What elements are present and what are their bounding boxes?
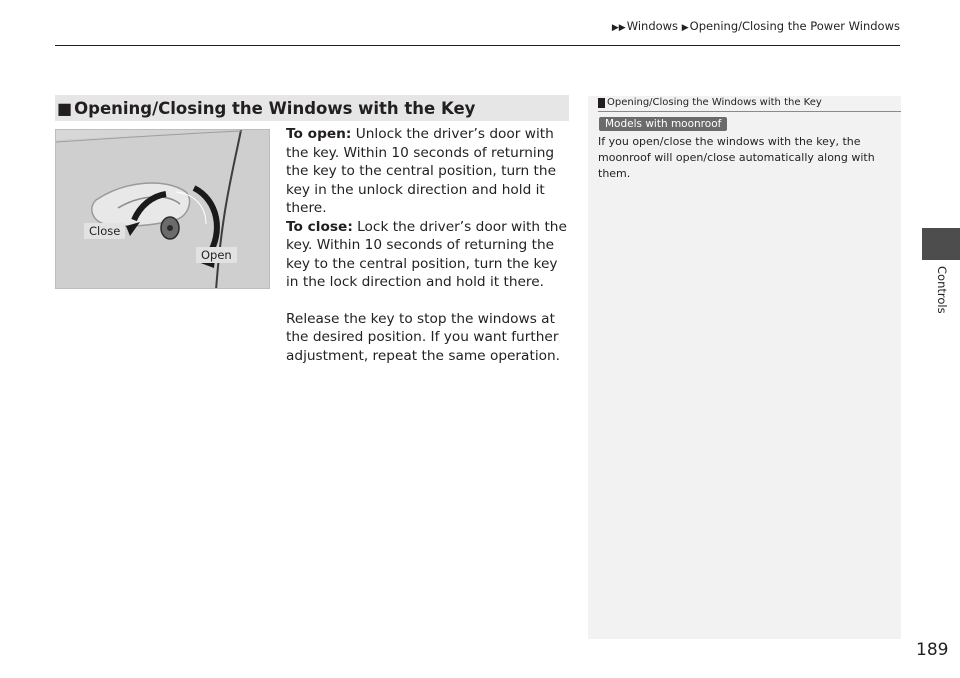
header-divider bbox=[55, 45, 900, 46]
model-badge: Models with moonroof bbox=[599, 117, 727, 131]
breadcrumb-item-windows[interactable]: Windows bbox=[626, 19, 679, 33]
open-instruction bbox=[286, 125, 574, 218]
breadcrumb-arrow-icon: ▶▶ bbox=[611, 23, 626, 33]
close-instruction-text: Lock the driver’s door with the key. Within 10 seconds of returning the key to the central position, turn the key in the lock direction and hold it there. bbox=[286, 218, 567, 290]
section-title: Opening/Closing the Windows with the Key bbox=[74, 98, 476, 118]
close-instruction-label: To close: bbox=[286, 218, 353, 235]
reference-marker-icon bbox=[598, 98, 605, 108]
release-instruction: Release the key to stop the windows at the desired position. If you want further adjustment, repeat the same operation. bbox=[286, 310, 561, 364]
note-title-text: Opening/Closing the Windows with the Key bbox=[607, 97, 822, 108]
section-tab[interactable] bbox=[922, 228, 960, 260]
note-divider bbox=[598, 111, 901, 112]
section-heading bbox=[55, 95, 569, 121]
page-number: 189 bbox=[916, 640, 949, 660]
note-title bbox=[598, 97, 822, 108]
note-text: If you open/close the windows with the key, the moonroof will open/close automatically along with them. bbox=[598, 135, 875, 180]
open-instruction-text: Unlock the driver’s door with the key. Within 10 seconds of returning the key to the central position, turn the key in the unlock direction and hold it there. bbox=[286, 126, 557, 216]
close-callout-label: Close bbox=[84, 223, 125, 239]
door-handle-drawing bbox=[56, 130, 270, 289]
section-tab-label: Controls bbox=[935, 266, 949, 314]
open-callout-label: Open bbox=[196, 247, 237, 263]
instructions-text bbox=[286, 125, 574, 365]
open-instruction-label: To open: bbox=[286, 126, 352, 142]
square-bullet-icon: ■ bbox=[57, 98, 73, 118]
close-instruction bbox=[286, 218, 574, 292]
breadcrumb bbox=[612, 19, 900, 33]
door-key-illustration bbox=[55, 129, 270, 289]
breadcrumb-item-power-windows[interactable]: Opening/Closing the Power Windows bbox=[689, 19, 900, 33]
breadcrumb-arrow-icon: ▶ bbox=[681, 23, 689, 33]
